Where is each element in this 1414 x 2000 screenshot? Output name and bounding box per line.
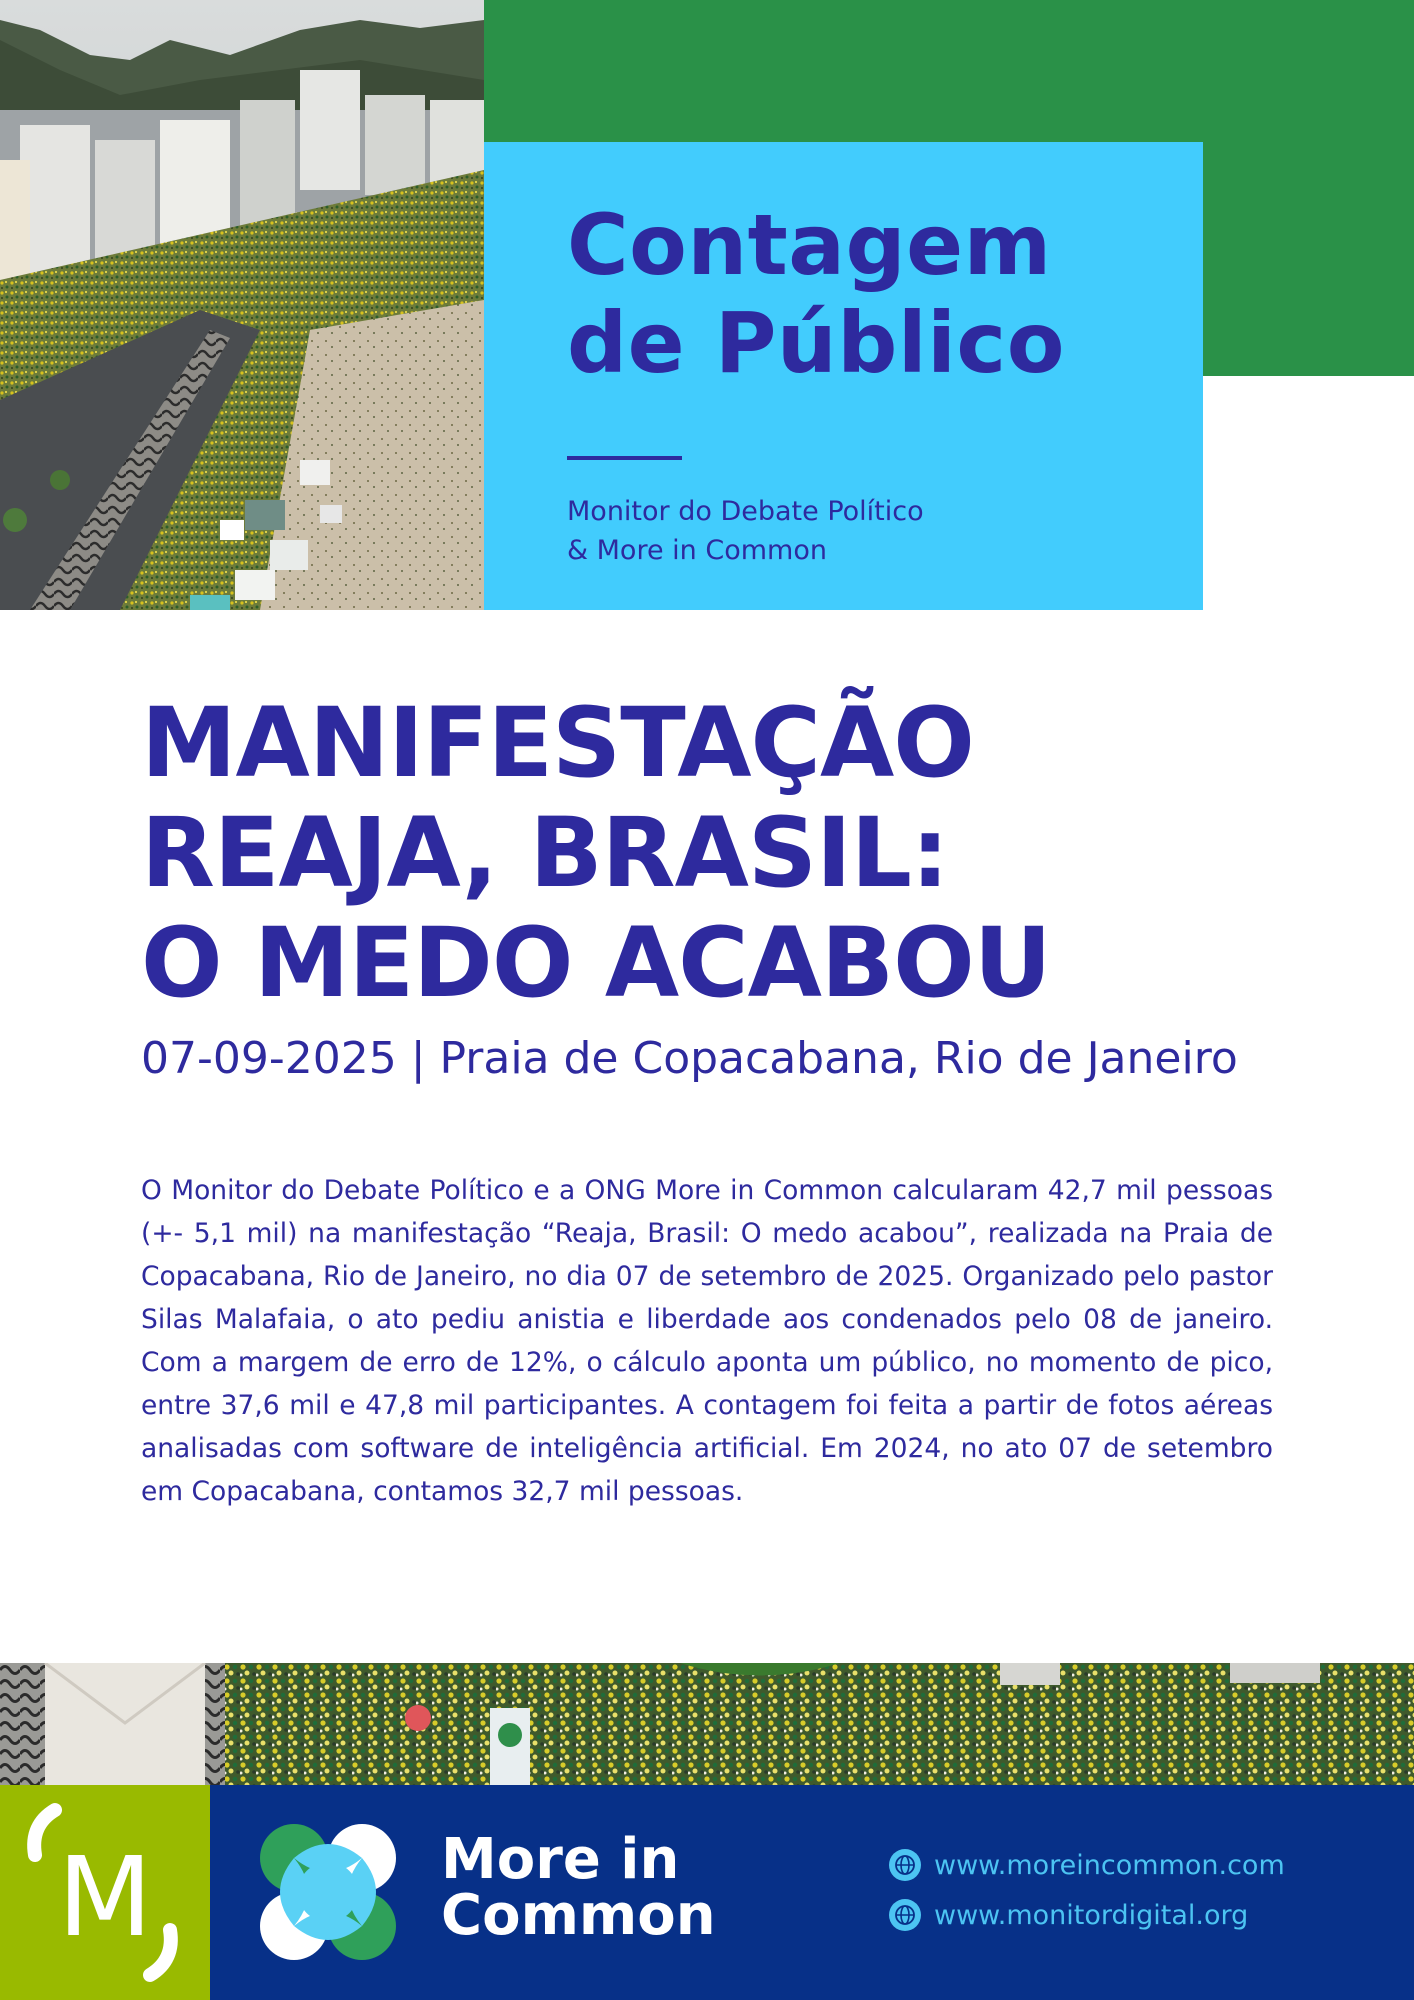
brand-name-line: Common xyxy=(441,1883,716,1948)
link-monitordigital[interactable] xyxy=(888,1898,1248,1932)
globe-icon xyxy=(888,1848,922,1882)
report-title-line: REAJA, BRASIL: xyxy=(141,797,949,909)
link-text: www.moreincommon.com xyxy=(934,1849,1285,1881)
cover-subtitle xyxy=(567,492,924,570)
brand-name xyxy=(441,1827,716,1948)
cover-subtitle-line: & More in Common xyxy=(567,535,827,566)
cover-title xyxy=(567,196,1065,392)
crowd-strip-photo xyxy=(0,1663,1414,1785)
monitor-digital-logo xyxy=(0,1785,210,2000)
date-location: 07-09-2025 | Praia de Copacabana, Rio de Janeiro xyxy=(141,1033,1238,1084)
brand-name-line: More in xyxy=(441,1827,680,1892)
more-in-common-logo xyxy=(256,1820,400,1969)
link-moreincommon[interactable] xyxy=(888,1848,1285,1882)
cover-title-line: de Público xyxy=(567,294,1065,392)
report-title-line: O MEDO ACABOU xyxy=(141,907,1051,1019)
cover-subtitle-line: Monitor do Debate Político xyxy=(567,496,924,527)
report-title-line: MANIFESTAÇÃO xyxy=(141,687,974,799)
hero-aerial-photo xyxy=(0,0,484,610)
cover-title-line: Contagem xyxy=(567,196,1052,294)
link-text: www.monitordigital.org xyxy=(934,1899,1249,1931)
cover-divider xyxy=(567,456,682,460)
globe-icon xyxy=(888,1898,922,1932)
report-title xyxy=(141,688,1051,1018)
report-body-paragraph: O Monitor do Debate Político e a ONG More in Common calcularam 42,7 mil pessoas (+- 5,1 mil) na manifestação “Reaja, Brasil: O medo acabou”, realizada na Praia de Copacabana, Rio de Janeiro, no dia 07 de setembro de 2025. Organizado pelo pastor Silas Malafaia, o ato pediu anistia e liberdade aos condenados pelo 08 de janeiro. Com a margem de erro de 12%, o cálculo aponta um público, no momento de pico, entre 37,6 mil e 47,8 mil participantes. A contagem foi feita a partir de fotos aéreas analisadas com software de inteligência artificial. Em 2024, no ato 07 de setembro em Copacabana, contamos 32,7 mil pessoas. xyxy=(141,1175,1273,1507)
monitor-logo-letter: M xyxy=(57,1833,153,1961)
